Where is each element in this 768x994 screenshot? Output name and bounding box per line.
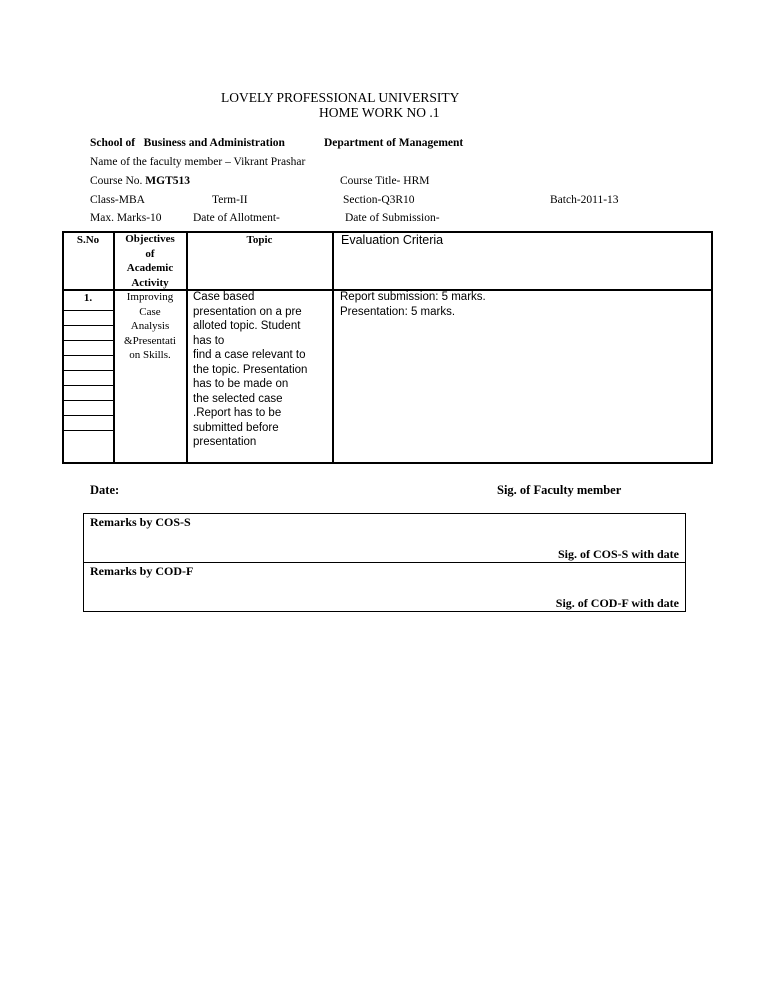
header-objectives-line: Academic xyxy=(126,262,174,274)
class-label: Class-MBA xyxy=(90,194,145,206)
allotment-date: Date of Allotment- xyxy=(193,212,280,224)
remarks-cos-signature: Sig. of COS-S with date xyxy=(557,547,679,561)
remarks-cod-signature: Sig. of COD-F with date xyxy=(555,596,679,610)
row-topic-line: the topic. Presentation xyxy=(193,363,308,376)
header-topic: Topic xyxy=(246,234,273,246)
sno-rule xyxy=(62,370,114,371)
row-topic-line: Case based xyxy=(193,291,255,303)
school-label: School of Business and Administration xyxy=(90,137,285,149)
header-evaluation: Evaluation Criteria xyxy=(341,233,444,247)
header-objectives-line: of xyxy=(145,247,155,260)
row-topic-line: .Report has to be xyxy=(193,407,282,419)
row-objectives-line: &Presentati xyxy=(124,334,176,347)
table-border-right xyxy=(711,231,713,464)
remarks-cos-label: Remarks by COS-S xyxy=(90,515,191,529)
row-topic-line: the selected case xyxy=(193,392,283,405)
table-col-divider-2 xyxy=(186,231,188,464)
term-label: Term-II xyxy=(212,194,248,206)
row-topic xyxy=(193,290,307,450)
row-objectives-line: on Skills. xyxy=(129,349,171,361)
university-title: LOVELY PROFESSIONAL UNIVERSITY xyxy=(221,90,460,105)
row-objectives xyxy=(114,290,186,363)
sno-rule xyxy=(62,400,114,401)
faculty-signature-label: Sig. of Faculty member xyxy=(497,483,622,497)
sno-rule xyxy=(62,355,114,356)
row-sno: 1. xyxy=(83,292,93,304)
sno-rule xyxy=(62,325,114,326)
header-objectives xyxy=(114,232,186,290)
row-topic-line: presentation xyxy=(193,436,257,448)
course-no-label: Course No. xyxy=(90,175,143,187)
row-objectives-line: Case xyxy=(139,305,161,318)
row-evaluation xyxy=(340,290,486,319)
course-title: Course Title- HRM xyxy=(340,175,430,187)
date-label: Date: xyxy=(90,483,120,497)
course-no xyxy=(90,175,190,187)
row-topic-line: has to xyxy=(193,334,225,347)
max-marks: Max. Marks-10 xyxy=(90,212,162,224)
row-topic-line: presentation on a pre xyxy=(193,305,302,318)
course-no-value: MGT513 xyxy=(145,175,190,187)
remarks-cod-box xyxy=(83,562,686,612)
faculty-name: Name of the faculty member – Vikrant Prashar xyxy=(90,156,306,168)
row-topic-line: alloted topic. Student xyxy=(193,320,301,332)
submission-date: Date of Submission- xyxy=(345,212,440,224)
remarks-cod-label: Remarks by COD-F xyxy=(90,564,194,578)
header-objectives-line: Objectives xyxy=(125,233,175,245)
table-col-divider-3 xyxy=(332,231,334,464)
remarks-cos-box xyxy=(83,513,686,563)
header-objectives-line: Activity xyxy=(131,276,169,289)
row-objectives-line: Improving xyxy=(126,291,174,303)
header-sno: S.No xyxy=(76,234,100,246)
sno-rule xyxy=(62,340,114,341)
batch-label: Batch-2011-13 xyxy=(550,194,619,206)
row-evaluation-line: Presentation: 5 marks. xyxy=(340,305,456,318)
row-topic-line: submitted before xyxy=(193,421,279,434)
sno-rule xyxy=(62,385,114,386)
sno-rule xyxy=(62,310,114,311)
row-topic-line: find a case relevant to xyxy=(193,349,306,361)
homework-title: HOME WORK NO .1 xyxy=(319,105,440,120)
row-evaluation-line: Report submission: 5 marks. xyxy=(340,291,486,303)
row-objectives-line: Analysis xyxy=(130,320,170,332)
table-border-bottom xyxy=(62,462,713,464)
row-topic-line: has to be made on xyxy=(193,378,289,390)
department-label: Department of Management xyxy=(324,137,464,149)
sno-rule xyxy=(62,415,114,416)
sno-rule xyxy=(62,430,114,431)
section-label: Section-Q3R10 xyxy=(343,194,415,206)
